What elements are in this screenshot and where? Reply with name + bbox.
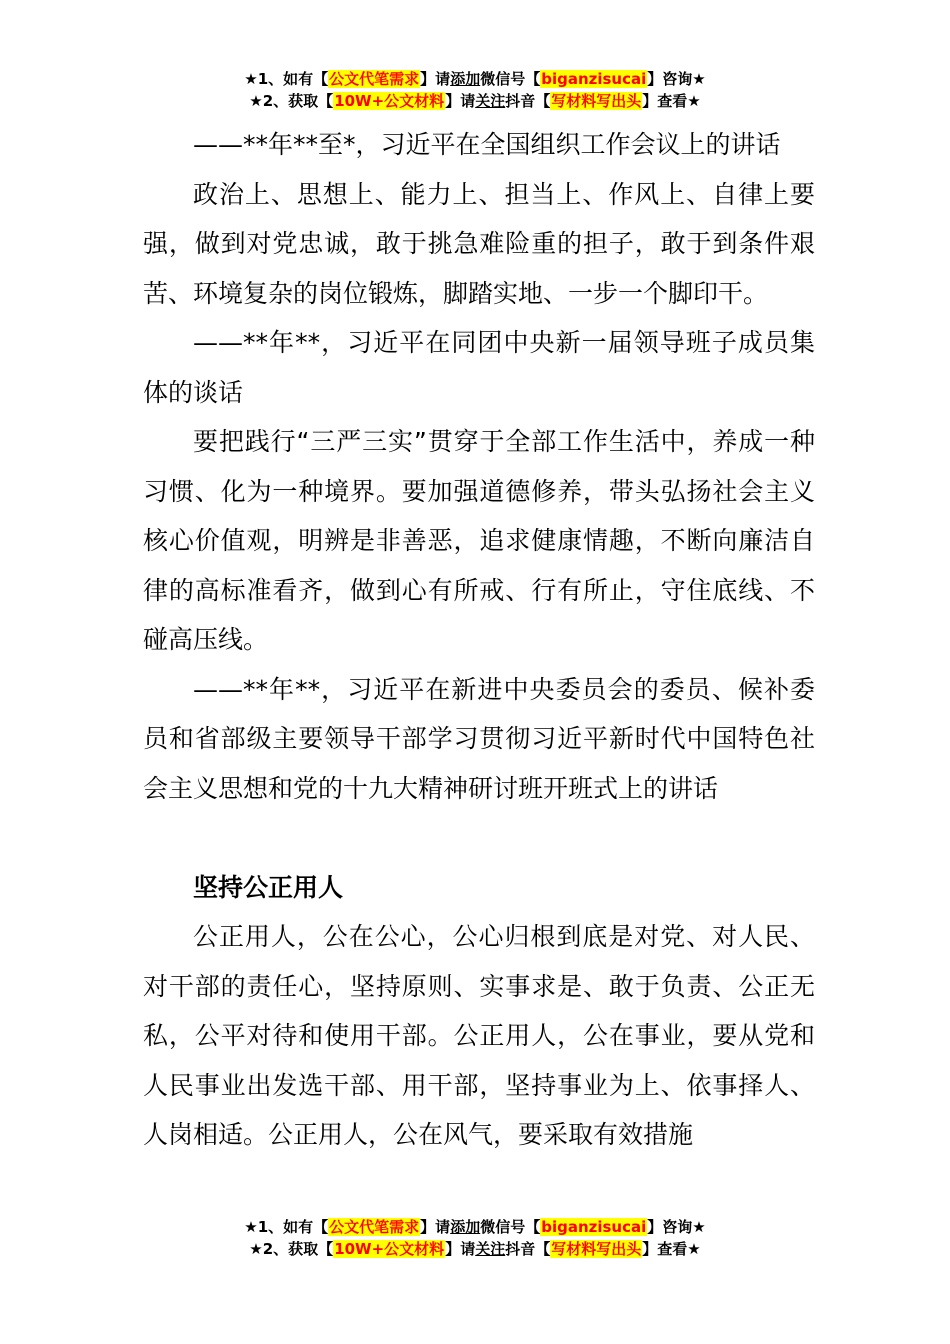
banner-underlined-text: 关注 <box>475 92 506 110</box>
banner-underlined-text: 关注 <box>475 1240 506 1258</box>
banner-line-1 <box>0 1216 950 1238</box>
banner-text: ★1、如有【 <box>244 1218 329 1236</box>
banner-text: 】请 <box>445 92 476 110</box>
banner-text: 】请 <box>420 70 451 88</box>
banner-line-1 <box>0 68 950 90</box>
banner-text: 】查看★ <box>642 92 701 110</box>
body-paragraph: 要把践行“三严三实”贯穿于全部工作生活中，养成一种习惯、化为一种境界。要加强道德修养，带头弘扬社会主义核心价值观，明辨是非善恶，追求健康情趣，不断向廉洁自律的高标准看齐，做到心有所戒、行有所止，守住底线、不碰高压线。 <box>143 427 815 654</box>
banner-highlight: 公文代笔需求 <box>329 1218 420 1236</box>
banner-text: 抖音【 <box>505 1240 551 1258</box>
banner-text: 】请 <box>445 1240 476 1258</box>
banner-highlight: biganzisucai <box>541 1218 647 1236</box>
blank-line <box>143 813 815 863</box>
banner-underlined-text: 添加 <box>450 1218 481 1236</box>
quote-source-paragraph: ——**年**至*，习近平在全国组织工作会议上的讲话 <box>193 130 781 159</box>
banner-highlight: biganzisucai <box>541 70 647 88</box>
section-heading: 坚持公正用人 <box>193 872 344 902</box>
banner-highlight: 写材料写出头 <box>551 1240 642 1258</box>
footer-banner <box>0 1216 950 1260</box>
banner-text: 】请 <box>420 1218 451 1236</box>
banner-highlight: 10W+公文材料 <box>334 92 445 110</box>
quote-source-paragraph: ——**年**，习近平在同团中央新一届领导班子成员集体的谈话 <box>143 328 815 407</box>
banner-text: 微信号【 <box>480 1218 541 1236</box>
banner-line-2 <box>0 90 950 112</box>
banner-text: 】咨询★ <box>647 70 706 88</box>
banner-text: ★2、获取【 <box>249 92 334 110</box>
banner-text: 】咨询★ <box>647 1218 706 1236</box>
banner-highlight: 10W+公文材料 <box>334 1240 445 1258</box>
banner-highlight: 写材料写出头 <box>551 92 642 110</box>
body-paragraph: 公正用人，公在公心，公心归根到底是对党、对人民、对干部的责任心，坚持原则、实事求是、敢于负责、公正无私，公平对待和使用干部。公正用人，公在事业，要从党和人民事业出发选干部、用干部，坚持事业为上、依事择人、人岗相适。公正用人，公在风气，要采取有效措施 <box>143 922 815 1149</box>
document-body <box>143 120 815 1160</box>
banner-text: 抖音【 <box>505 92 551 110</box>
banner-text: ★2、获取【 <box>249 1240 334 1258</box>
header-banner <box>0 68 950 112</box>
banner-highlight: 公文代笔需求 <box>329 70 420 88</box>
banner-text: 微信号【 <box>480 70 541 88</box>
body-paragraph: 政治上、思想上、能力上、担当上、作风上、自律上要强，做到对党忠诚，敢于挑急难险重的担子，敢于到条件艰苦、环境复杂的岗位锻炼，脚踏实地、一步一个脚印干。 <box>143 179 815 308</box>
quote-source-paragraph: ——**年**，习近平在新进中央委员会的委员、候补委员和省部级主要领导干部学习贯彻习近平新时代中国特色社会主义思想和党的十九大精神研讨班开班式上的讲话 <box>143 674 815 803</box>
banner-text: ★1、如有【 <box>244 70 329 88</box>
banner-underlined-text: 添加 <box>450 70 481 88</box>
banner-text: 】查看★ <box>642 1240 701 1258</box>
banner-line-2 <box>0 1238 950 1260</box>
